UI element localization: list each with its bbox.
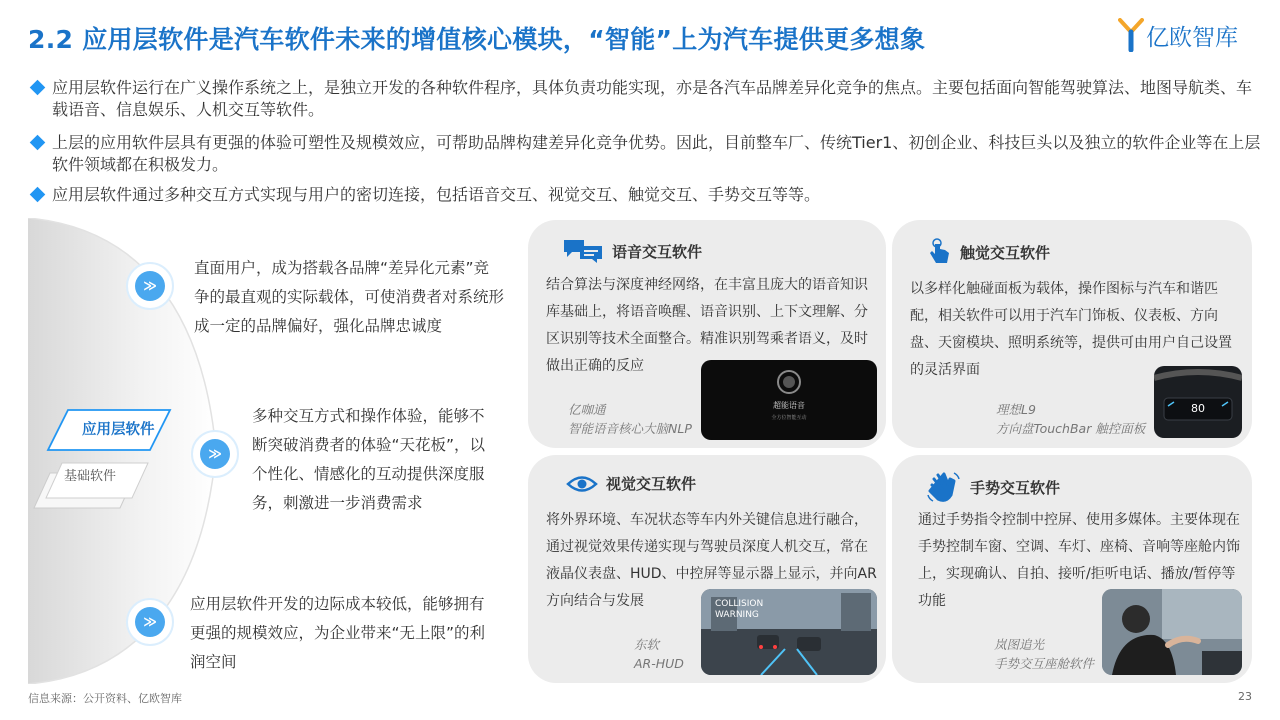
card-voice <box>528 220 886 448</box>
card-touch-title: 触觉交互软件 <box>960 243 1051 262</box>
point-1-text: 直面用户，成为搭载各品牌“差异化元素”竞争的最直观的实际载体，可使消费者对系统形成一定的品牌偏好，强化品牌忠诚度 <box>194 259 505 335</box>
layer-application-label: 应用层软件 <box>82 422 155 438</box>
point-3-arrow-icon <box>126 598 174 646</box>
card-gesture <box>892 455 1252 683</box>
touch-hand-icon <box>928 238 952 266</box>
voice-product-image <box>701 360 877 440</box>
card-vision-body: 将外界环境、车况状态等车内外关键信息进行融合，通过视觉效果传递实现与驾驶员深度人机交互，常在液晶仪表盘、HUD、中控屏等显示器上显示，并向AR方向结合与发展 <box>546 512 877 609</box>
touch-thumb-speed: 80 <box>1191 402 1205 415</box>
bullet-2 <box>32 132 1262 176</box>
layer-base-label: 基础软件 <box>64 469 117 484</box>
logo <box>1118 18 1238 52</box>
bullet-text: 应用层软件通过多种交互方式实现与用户的密切连接，包括语音交互、视觉交互、触觉交互、手势交互等等。 <box>52 185 821 204</box>
card-gesture-caption-brand: 岚图追光 <box>994 637 1045 652</box>
card-gesture-header <box>926 469 1060 505</box>
gesture-cabin-graphic <box>1102 589 1242 675</box>
vision-thumb-warning-line1: COLLISION <box>715 599 764 609</box>
logo-text: 亿欧智库 <box>1146 24 1238 51</box>
eye-icon <box>566 475 598 493</box>
bullet-1 <box>32 77 1262 121</box>
vision-thumb-warning <box>715 599 763 621</box>
card-touch-body: 以多样化触碰面板为载体，操作图标与汽车和谐匹配，相关软件可以用于汽车门饰板、仪表板、方向盘、天窗模块、照明系统等，提供可由用户自己设置的灵活界面 <box>910 281 1232 378</box>
card-vision-caption-brand: 东软 <box>634 637 660 652</box>
point-3-text: 应用层软件开发的边际成本较低，能够拥有更强的规模效应，为企业带来“无上限”的利润空间 <box>190 595 486 671</box>
vision-product-image <box>701 589 877 675</box>
card-voice-header <box>562 238 702 264</box>
card-gesture-title: 手势交互软件 <box>970 478 1061 497</box>
page-title: 2.2 应用层软件是汽车软件未来的增值核心模块，“智能”上为汽车提供更多想象 <box>28 25 926 54</box>
card-vision-caption-product: AR-HUD <box>634 656 684 671</box>
gesture-product-image <box>1102 589 1242 675</box>
card-touch-caption-product: 方向盘TouchBar 触控面板 <box>996 421 1146 436</box>
double-arrow-icon: ≫ <box>200 439 230 469</box>
card-gesture-caption-product: 手势交互座舱软件 <box>994 656 1095 671</box>
card-vision <box>528 455 886 683</box>
vision-thumb-warning-line2: WARNING <box>715 610 759 620</box>
card-voice-body: 结合算法与深度神经网络，在丰富且庞大的语音知识库基础上，将语音唤醒、语音识别、上下文理解、分区识别等技术全面整合。精准识别驾乘者语义，及时做出正确的反应 <box>546 277 868 374</box>
card-touch <box>892 220 1252 448</box>
point-1-arrow-icon <box>126 262 174 310</box>
source-note: 信息来源：公开资料、亿欧智库 <box>28 692 182 705</box>
voice-thumb-subtitle: 全方位智能互动 <box>771 415 807 421</box>
card-gesture-body: 通过手势指令控制中控屏、使用多媒体。主要体现在手势控制车窗、空调、车灯、座椅、音响等座舱内饰上，实现确认、自拍、接听/拒听电话、播放/暂停等功能 <box>918 512 1240 609</box>
card-voice-caption-brand: 亿咖通 <box>568 402 606 417</box>
card-vision-title: 视觉交互软件 <box>606 475 697 493</box>
waving-hand-icon <box>926 469 962 505</box>
left-panel <box>28 218 528 684</box>
point-2-text: 多种交互方式和操作体验，能够不断突破消费者的体验“天花板”，以个性化、情感化的互动提供深度服务，刺激进一步消费需求 <box>252 407 486 512</box>
chat-bubbles-icon <box>562 238 604 264</box>
double-arrow-icon: ≫ <box>135 607 165 637</box>
card-touch-header <box>928 238 1050 266</box>
touch-product-image <box>1154 366 1242 438</box>
bullet-3 <box>32 184 1262 206</box>
bullet-text: 上层的应用软件层具有更强的体验可塑性及规模效应，可帮助品牌构建差异化竞争优势。因此，目前整车厂、传统Tier1、初创企业、科技巨头以及独立的软件企业等在上层软件领域都在积极发力。 <box>52 133 1261 174</box>
card-voice-caption-product: 智能语音核心大脑NLP <box>568 421 692 436</box>
card-touch-caption-brand: 理想L9 <box>996 402 1036 417</box>
double-arrow-icon: ≫ <box>135 271 165 301</box>
card-vision-header <box>566 473 696 494</box>
yiou-logo-icon <box>1118 18 1144 52</box>
point-2-arrow-icon <box>191 430 239 478</box>
card-voice-title: 语音交互软件 <box>612 242 703 261</box>
bullet-text: 应用层软件运行在广义操作系统之上，是独立开发的各种软件程序，具体负责功能实现，亦是各汽车品牌差异化竞争的焦点。主要包括面向智能驾驶算法、地图导航类、车载语音、信息娱乐、人机交互等软件。 <box>52 78 1253 119</box>
page-number: 23 <box>1238 690 1252 703</box>
voice-thumb-title: 超能语音 <box>773 401 805 410</box>
